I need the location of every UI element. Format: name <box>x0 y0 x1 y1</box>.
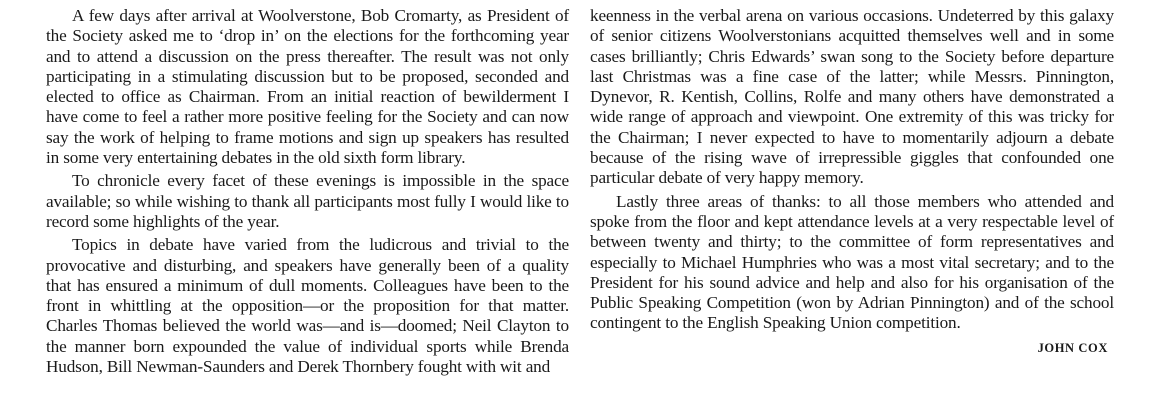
paragraph-topics-continued: keenness in the verbal arena on various occasions. Undeterred by this galaxy of senior citizens Woolverstonians acquitted themselves well and in some cases brilliantly; Chris Edwards’ swan song to the Society before departure last Christmas was a fine case of the latter; while Messrs. Pinnington, Dynevor, R. Kentish, Collins, Rolfe and many others have demonstrated a wide range of approach and viewpoint. One extremity of this was tricky for the Chairman; I never expected to have to momentarily adjourn a debate because of the rising wave of irrepressible giggles that confounded one particular debate of very happy memory. <box>590 6 1114 188</box>
right-column <box>590 6 1114 358</box>
author-signature: JOHN COX <box>1037 340 1108 355</box>
paragraph-thanks: Lastly three areas of thanks: to all those members who attended and spoke from the floor and kept attendance levels at a very respectable level of between twenty and thirty; to the committee of form representatives and especially to Michael Humphries who was a most vital secretary; and to the President for his sound advice and help and also for his organisation of the Public Speaking Competition (won by Adrian Pinnington) and of the school contingent to the English Speaking Union competition. <box>590 191 1114 333</box>
paragraph-elections: A few days after arrival at Woolverstone, Bob Cromarty, as President of the Society asked me to ‘drop in’ on the elections for the forthcoming year and to attend a discussion on the press thereafter. The result was not only participating in a stimulating discussion but to be proposed, seconded and elected to office as Chairman. From an initial reaction of bewilderment I have come to feel a rather more positive feeling for the Society and can now say the work of helping to frame motions and sign up speakers has resulted in some very entertaining debates in the old sixth form library. <box>46 6 569 168</box>
paragraph-chronicle: To chronicle every facet of these evenings is impossible in the space available; so while wishing to thank all participants most fully I would like to record some highlights of the year. <box>46 171 569 231</box>
paragraph-topics: Topics in debate have varied from the ludicrous and trivial to the provocative and disturbing, and speakers have generally been of a quality that has ensured a minimum of dull moments. Colleagues have been to the front in whittling at the opposition—or the proposition for that matter. Charles Thomas believed the world was—and is—doomed; Neil Clayton to the manner born expounded the value of individual sports while Brenda Hudson, Bill Newman-Saunders and Derek Thornbery fought with wit and <box>46 235 569 377</box>
left-column <box>46 6 569 380</box>
